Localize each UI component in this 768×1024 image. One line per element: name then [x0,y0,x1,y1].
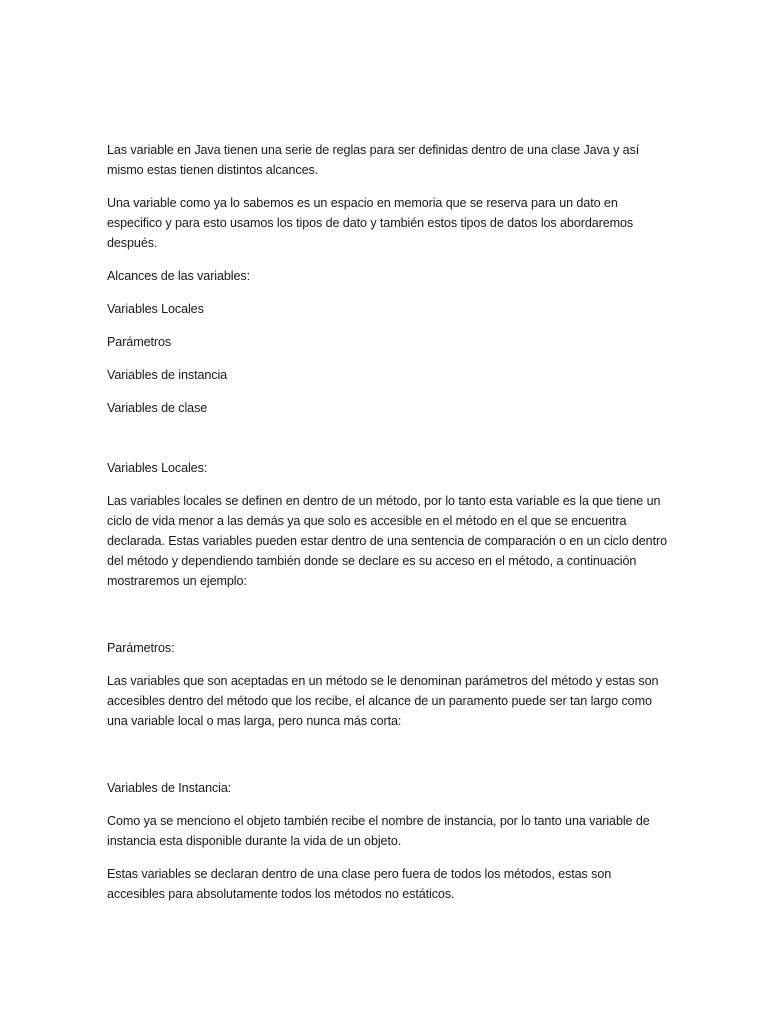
intro-paragraph-1: Las variable en Java tienen una serie de reglas para ser definidas dentro de una clase Java y así mismo estas tienen distintos alcances. [107,143,640,177]
scope-item-locales: Variables Locales [107,302,204,316]
params-paragraph: Las variables que son aceptadas en un método se le denominan parámetros del método y estas son accesibles dentro del método que los recibe, el alcance de un paramento puede ser tan largo como una variable local o mas larga, pero nunca más corta: [107,674,659,728]
scopes-heading: Alcances de las variables: [107,269,251,283]
params-heading: Parámetros: [107,641,175,655]
locales-heading: Variables Locales: [107,461,208,475]
scope-item-clase: Variables de clase [107,401,208,415]
instance-heading: Variables de Instancia: [107,781,232,795]
instance-paragraph-1: Como ya se menciono el objeto también recibe el nombre de instancia, por lo tanto una variable de instancia esta disponible durante la vida de un objeto. [107,814,650,848]
locales-paragraph: Las variables locales se definen en dentro de un método, por lo tanto esta variable es la que tiene un ciclo de vida menor a las demás ya que solo es accesible en el método en el que se encuentra declarada. Estas variables pueden estar dentro de una sentencia de comparación o en un ciclo dentro del método y dependiendo también donde se declare es su acceso en el método, a continuación mostraremos un ejemplo: [107,494,667,588]
intro-paragraph-2: Una variable como ya lo sabemos es un espacio en memoria que se reserva para un dato en especifico y para esto usamos los tipos de dato y también estos tipos de datos los abordaremos después. [107,196,634,250]
document-page [107,140,667,904]
instance-paragraph-2: Estas variables se declaran dentro de una clase pero fuera de todos los métodos, estas son accesibles para absolutamente todos los métodos no estáticos. [107,867,612,901]
scope-item-instancia: Variables de instancia [107,368,228,382]
scope-item-parametros: Parámetros [107,335,172,349]
